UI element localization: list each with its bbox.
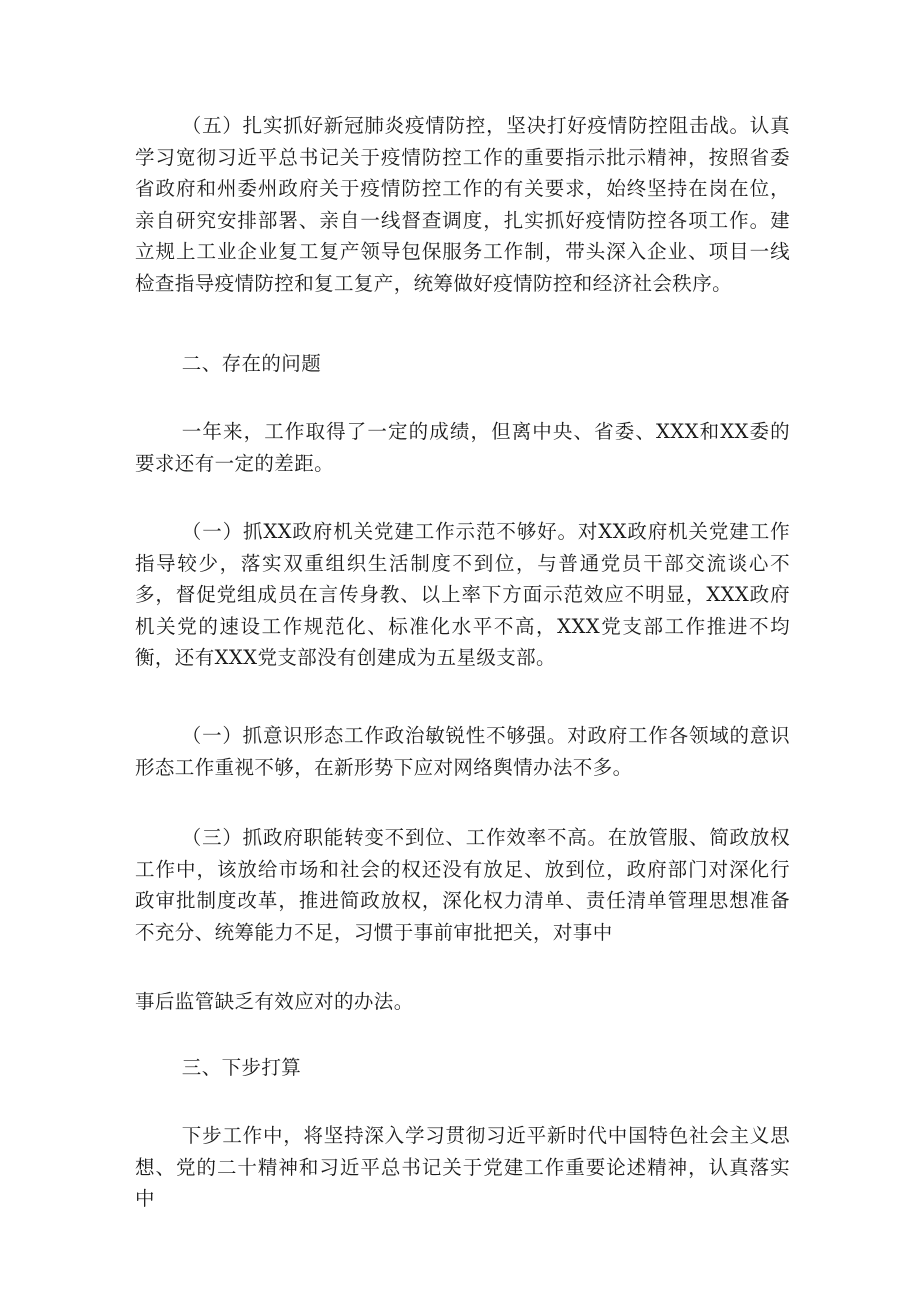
paragraph-epidemic-prevention: （五）扎实抓好新冠肺炎疫情防控，坚决打好疫情防控阻击战。认真学习宽彻习近平总书记关于疫情防控工作的重要指示批示精神，按照省委省政府和州委州政府关于疫情防控工作的有关要求，始终坚持在岗在位，亲自研究安排部署、亲自一线督查调度，扎实抓好疫情防控各项工作。建立规上工业企业复工复产领导包保服务工作制，带头深入企业、项目一线检查指导疫情防控和复工复产，统筹做好疫情防控和经济社会秩序。 <box>135 114 790 295</box>
paragraph-party-building: （一）抓XX政府机关党建工作示范不够好。对XX政府机关党建工作指导较少，落实双重组织生活制度不到位，与普通党员干部交流谈心不多，督促党组成员在言传身教、以上率下方面示范效应不明显，XXX政府机关党的速设工作规范化、标准化水平不高，XXX党支部工作推进不均衡，还有XXX党支部没有创建成为五星级支部。 <box>135 520 790 670</box>
paragraph-problems-intro: 一年来，工作取得了一定的成绩，但离中央、省委、XXX和XX委的要求还有一定的差距。 <box>135 420 790 475</box>
section-heading-next-steps: 三、下步打算 <box>181 1056 302 1079</box>
paragraph-supervision: 事后监管缺乏有效应对的办法。 <box>135 990 414 1013</box>
paragraph-government-functions: （三）抓政府职能转变不到位、工作效率不高。在放管服、简政放权工作中，该放给市场和社会的权还没有放足、放到位，政府部门对深化行政审批制度改革，推进简政放权，深化权力清单、责任清单管理思想准备不充分、统筹能力不足，习惯于事前审批把关，对事中 <box>135 826 790 944</box>
paragraph-next-steps: 下步工作中，将坚持深入学习贯彻习近平新时代中国特色社会主义思想、党的二十精神和习近平总书记关于党建工作重要论述精神，认真落实中 <box>135 1124 790 1211</box>
section-heading-problems: 二、存在的问题 <box>181 352 322 375</box>
paragraph-ideology: （一）抓意识形态工作政治敏锐性不够强。对政府工作各领域的意识形态工作重视不够，在新形势下应对网络舆情办法不多。 <box>135 724 790 779</box>
